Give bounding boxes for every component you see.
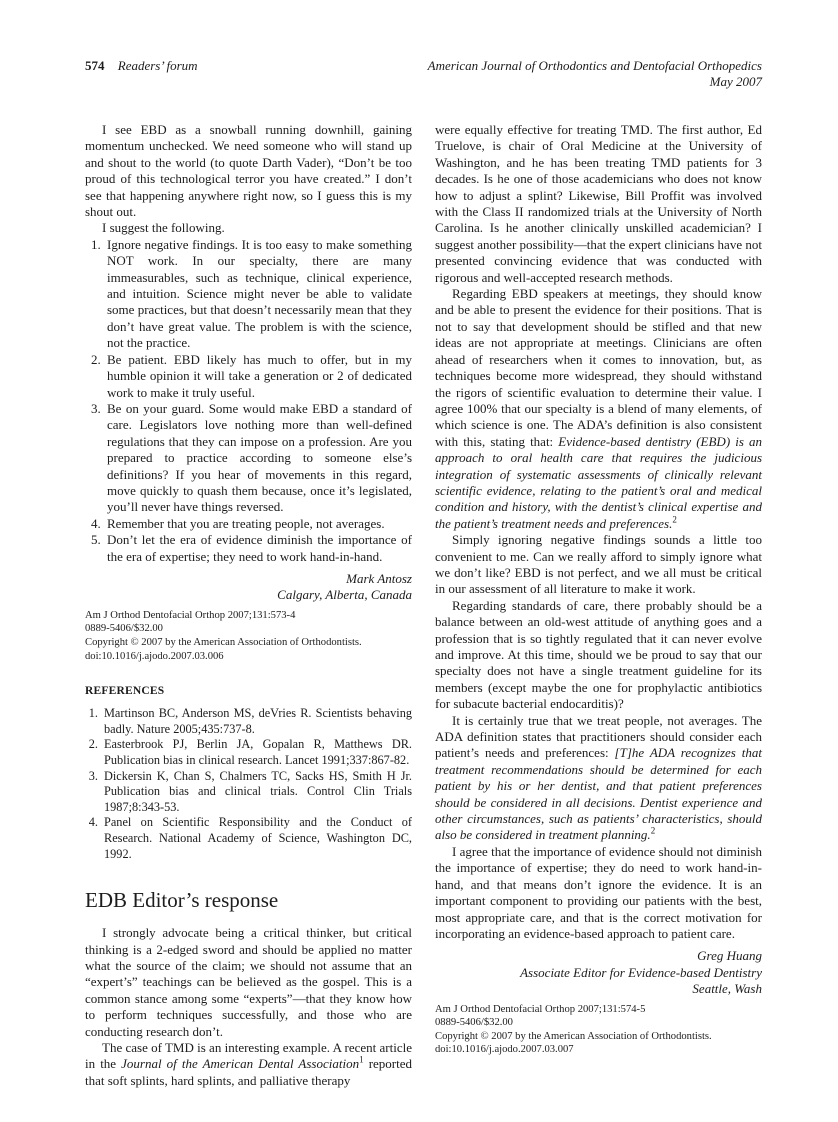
reference-item: 3. Dickersin K, Chan S, Chalmers TC, Sacks HS, Smith H Jr. Publication bias and clinical trials. Control Clin Trials 1987;8:343-53. (101, 769, 412, 816)
author-title: Associate Editor for Evidence-based Dentistry (520, 964, 762, 980)
list-item: 2. Be patient. EBD likely has much to offer, but in my humble opinion it will take a generation or 2 of dedicated work to make it truly useful. (104, 352, 412, 401)
reference-item: 1. Martinson BC, Anderson MS, deVries R. Scientists behaving badly. Nature 2005;435:737-8. (101, 706, 412, 737)
paragraph-text: It is certainly true that we treat people, not averages. The ADA definition states that practitioners should consider each patient’s needs and preferences: (435, 712, 762, 761)
citation-line: doi:10.1016/j.ajodo.2007.03.006 (85, 650, 224, 662)
paragraph: I strongly advocate being a critical thinker, but critical thinking is a 2-edged sword and should be applied no matter what the source of the claim; we should not assume that an “expert’s” teachings can be believed as the gospel. This is a common stance among some “experts”—that they know how to perform techniques successfully, and those who are conducting research don’t. (85, 925, 412, 1039)
paragraph: I suggest the following. (102, 220, 225, 236)
paragraph (85, 1040, 412, 1089)
citation-line: Am J Orthod Dentofacial Orthop 2007;131:573-4 (85, 609, 296, 621)
list-item: 1. Ignore negative findings. It is too easy to make something NOT work. In our specialty, there are many immeasurables, such as technique, clinical experience, and intuition. Science might never be able to validate some practices, but that doesn’t necessarily mean that they don’t have great value. The problem is with the science, not the practice. (104, 237, 412, 352)
issue-date: May 2007 (709, 74, 762, 89)
author-name: Mark Antosz (346, 570, 412, 586)
list-item: 3. Be on your guard. Some would make EBD a standard of care. Legislators love nothing more than well-defined regulations that they can impose on a profession. Are you prepared to practice according to someone else’s definitions? If you hear of movements in this regard, move quickly to quash them because, once it’s legislated, you’ll never have things reversed. (104, 401, 412, 516)
paragraph (435, 286, 762, 532)
journal-name: American Journal of Orthodontics and Dentofacial Orthopedics (427, 58, 762, 73)
author-signature (435, 948, 762, 997)
journal-title-italic: Journal of the American Dental Association (121, 1056, 360, 1072)
list-item: 5. Don’t let the era of evidence diminish the importance of the era of expertise; they need to work hand-in-hand. (104, 532, 412, 565)
author-location: Calgary, Alberta, Canada (277, 587, 412, 603)
section-title: Readers’ forum (117, 58, 198, 73)
references-list (85, 706, 412, 862)
citation-line: doi:10.1016/j.ajodo.2007.03.007 (435, 1044, 574, 1056)
paragraph-text: reported that soft splints, hard splints, and palliative therapy (85, 1056, 412, 1088)
paragraph-text: The case of TMD is an interesting example. A recent article in the (85, 1039, 412, 1072)
quotation-italic: Evidence-based dentistry (EBD) is an approach to oral health care that requires the judicious integration of systematic assessments of clinically relevant scientific evidence, relating to the patient’s oral and medical condition and history, with the dentist’s clinical expertise and the patient’s treatment needs and preferences. (435, 433, 762, 531)
page-header (85, 58, 762, 90)
paragraph: Regarding standards of care, there probably should be a balance between an old-west attitude of anything goes and a profession that is so tightly regulated that it can never evolve and improve. At this time, should we be proud to say that our specialty does not have a single treatment guideline for its members (except maybe the one for prophylactic antibiotics for subacute bacterial endocarditis)? (435, 597, 762, 712)
running-head-right (428, 58, 762, 90)
reference-marker: 2 (650, 826, 656, 837)
citation-block (85, 609, 412, 663)
citation-line: 0889-5406/$32.00 (85, 623, 163, 635)
paragraph: were equally effective for treating TMD. The first author, Ed Truelove, is chair of Oral Medicine at the University of Washington, and he has been treating TMD patients for 3 decades. Is he one of those academicians who does not know how to adjust a splint? Likewise, Bill Proffit was involved with the Class II randomized trials at the University of North Carolina. Is he another clinically unskilled academician? I suggest another possibility—that the expert clinicians have not presented convincing evidence that was conducted with rigorous and well-accepted research methods. (435, 122, 762, 285)
list-item: 4. Remember that you are treating people, not averages. (104, 516, 412, 532)
right-column (435, 122, 762, 1089)
paragraph: I agree that the importance of evidence should not diminish the importance of expertise; they do need to work hand-in-hand, and that means don’t ignore the evidence. It is an important component to providing our patients with the best, most appropriate care, and that is the correct motivation for incorporating an evidence-based approach to patient care. (435, 843, 762, 941)
page-number: 574 (85, 58, 105, 73)
author-location: Seattle, Wash (692, 981, 762, 997)
citation-line: Am J Orthod Dentofacial Orthop 2007;131:574-5 (435, 1003, 646, 1015)
citation-block (435, 1003, 762, 1057)
references-heading: REFERENCES (85, 685, 165, 698)
paragraph (435, 713, 762, 844)
reference-item: 4. Panel on Scientific Responsibility and the Conduct of Research. National Academy of Science, Washington DC, 1992. (101, 815, 412, 862)
left-column (85, 122, 412, 1089)
citation-line: 0889-5406/$32.00 (435, 1017, 513, 1029)
paragraph-text: Regarding EBD speakers at meetings, they should know and be able to present the evidence for their positions. That is not to say that development should be stifled and that new ideas are not appropriate at meetings. Clinicians are often ahead of researchers when it comes to innovation, but, as techniques become more widespread, they should withstand the rigors of scientific evaluation to determine their value. I agree 100% that our specialty is a blend of many elements, of which science is one. The ADA’s definition is also consistent with this, stating that: (435, 286, 762, 449)
reference-marker: 2 (672, 514, 677, 525)
two-column-layout (85, 122, 762, 1089)
citation-line: Copyright © 2007 by the American Association of Orthodontists. (85, 636, 362, 648)
author-signature (85, 571, 412, 604)
paragraph: Simply ignoring negative findings sounds a little too convenient to me. Can we really afford to simply ignore what we don’t like? EBD is not perfect, and we all must be critical in our assessment of all literature to make it work. (435, 532, 762, 597)
paragraph: I see EBD as a snowball running downhill, gaining momentum unchecked. We need someone who will stand up and shout to the world (to quote Darth Vader), “Don’t be too proud of this technological terror you have created.” I don’t see that happening anywhere right now, so I guess this is my shout out. (85, 122, 412, 220)
response-section-heading: EDB Editor’s response (85, 888, 279, 913)
suggestions-list (85, 237, 412, 565)
citation-line: Copyright © 2007 by the American Association of Orthodontists. (435, 1030, 712, 1042)
reference-marker: 1 (359, 1055, 364, 1066)
reference-item: 2. Easterbrook PJ, Berlin JA, Gopalan R, Matthews DR. Publication bias in clinical research. Lancet 1991;337:867-82. (101, 737, 412, 768)
author-name: Greg Huang (697, 948, 762, 964)
running-head-left (85, 58, 198, 74)
quotation-italic: [T]he ADA recognizes that treatment recommendations should be determined for each patient by his or her dentist, and that patient preferences should be considered in all decisions. Dentist experience and other circumstances, such as patients’ characteristics, should also be considered in treatment planning. (435, 745, 762, 843)
